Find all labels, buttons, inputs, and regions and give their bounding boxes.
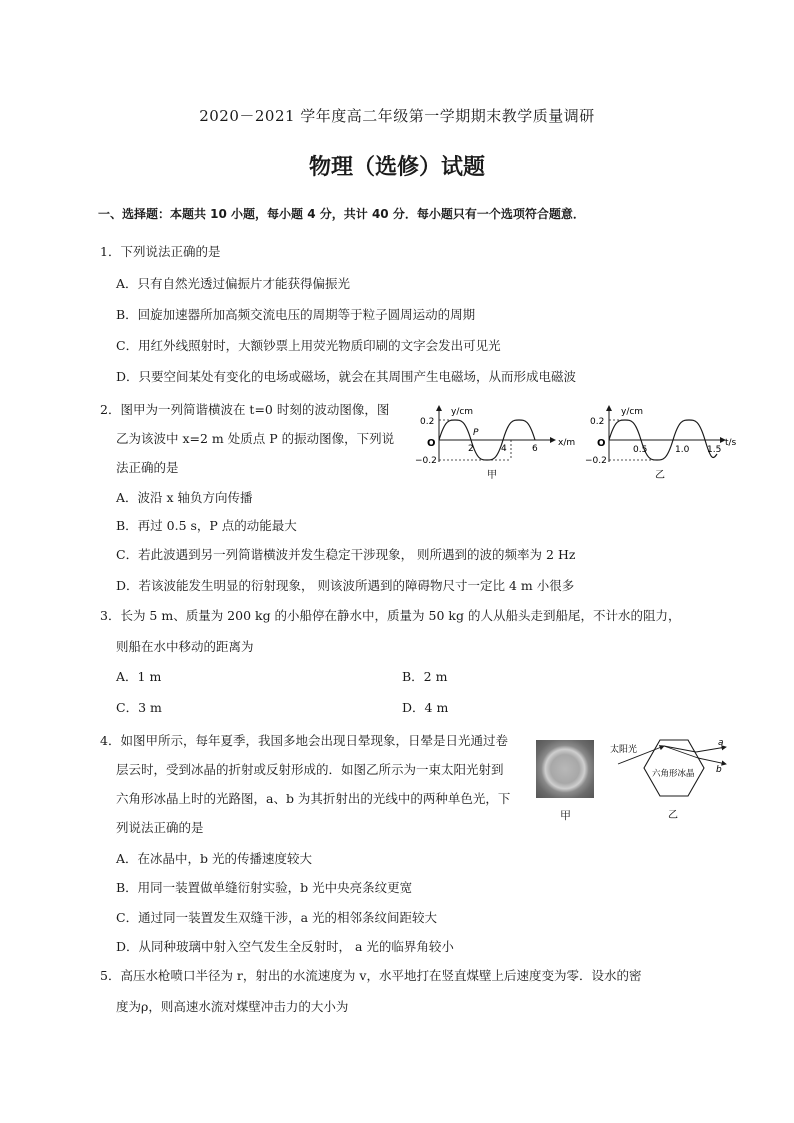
jia-ytick-bottom: −0.2: [415, 456, 437, 466]
q2-option-b: B．再过 0.5 s，P 点的动能最大: [116, 518, 297, 533]
section-heading: 一、选择题：本题共 10 小题，每小题 4 分，共计 40 分．每小题只有一个选项符合题意．: [98, 207, 585, 221]
q3-option-a: A．1 m: [116, 669, 162, 684]
yi-caption: 乙: [655, 470, 665, 481]
yi-xtick-15: 1.5: [707, 445, 722, 455]
q3-option-c: C．3 m: [116, 700, 162, 715]
jia-point-p: P: [473, 428, 479, 438]
q2-option-d: D．若该波能发生明显的衍射现象， 则该波所遇到的障碍物尺寸一定比 4 m 小很多: [116, 578, 575, 593]
q2-stem-line3: 法正确的是: [116, 460, 179, 475]
yi-xtick-10: 1.0: [675, 445, 690, 455]
q4-option-a: A．在冰晶中，b 光的传播速度较大: [116, 851, 313, 866]
crystal-label: 六角形冰晶: [652, 769, 695, 779]
q4-fig-yi-caption: 乙: [668, 810, 678, 821]
q3-option-b: B．2 m: [402, 669, 448, 684]
exam-header: 2020－2021 学年度高二年级第一学期期末教学质量调研: [199, 107, 595, 125]
q4-stem-line3: 六角形冰晶上时的光路图，a、b 为其折射出的光线中的两种单色光，下: [116, 791, 511, 806]
jia-origin: O: [427, 438, 436, 449]
yi-xlabel: t/s: [725, 438, 737, 448]
ice-crystal-diagram: [608, 730, 738, 830]
q4-option-b: B．用同一装置做单缝衍射实验，b 光中央亮条纹更宽: [116, 880, 413, 895]
jia-xtick-6: 6: [532, 444, 538, 454]
sunlight-label: 太阳光: [610, 745, 638, 755]
exam-title: 物理（选修）试题: [308, 155, 485, 180]
q4-stem-line2: 层云时，受到冰晶的折射或反射形成的．如图乙所示为一束太阳光射到: [116, 762, 504, 777]
jia-ylabel: y/cm: [451, 407, 474, 417]
jia-xlabel: x/m: [558, 438, 575, 448]
q2-stem-line1: 2．图甲为一列简谐横波在 t=0 时刻的波动图像，图: [100, 402, 390, 417]
q1-option-c: C．用红外线照射时，大额钞票上用荧光物质印刷的文字会发出可见光: [116, 338, 501, 353]
q5-stem-line2: 度为ρ，则高速水流对煤壁冲击力的大小为: [116, 999, 349, 1014]
wave-graph-jia: [415, 402, 575, 482]
jia-caption: 甲: [487, 470, 497, 481]
q4-option-d: D．从同种玻璃中射入空气发生全反射时， a 光的临界角较小: [116, 939, 454, 954]
ray-b-label: b: [716, 765, 722, 775]
q4-stem-line4: 列说法正确的是: [116, 820, 204, 835]
q2-option-c: C．若此波遇到另一列简谐横波并发生稳定干涉现象， 则所遇到的波的频率为 2 Hz: [116, 547, 576, 562]
ray-a-label: a: [718, 738, 724, 748]
yi-origin: O: [597, 438, 606, 449]
jia-ytick-top: 0.2: [420, 417, 435, 427]
yi-xtick-05: 0.5: [633, 445, 648, 455]
jia-xtick-2: 2: [468, 444, 474, 454]
q4-fig-jia-caption: 甲: [560, 809, 571, 822]
q2-stem-line2: 乙为该波中 x=2 m 处质点 P 的振动图像，下列说: [116, 431, 395, 446]
vibration-graph-yi: [585, 402, 745, 482]
q4-option-c: C．通过同一装置发生双缝干涉，a 光的相邻条纹间距较大: [116, 910, 437, 925]
q1-option-a: A．只有自然光透过偏振片才能获得偏振光: [116, 276, 351, 291]
q3-option-d: D．4 m: [402, 700, 449, 715]
jia-xtick-4: 4: [501, 444, 507, 454]
q1-option-d: D．只要空间某处有变化的电场或磁场，就会在其周围产生电磁场，从而形成电磁波: [116, 369, 577, 384]
yi-ytick-bottom: −0.2: [585, 456, 607, 466]
q3-stem-line1: 3．长为 5 m、质量为 200 kg 的小船停在静水中，质量为 50 kg 的人从船头走到船尾，不计水的阻力，: [100, 608, 681, 623]
yi-ytick-top: 0.2: [590, 417, 605, 427]
q3-stem-line2: 则船在水中移动的距离为: [116, 639, 254, 654]
q4-stem-line1: 4．如图甲所示，每年夏季，我国多地会出现日晕现象，日晕是日光通过卷: [100, 733, 508, 748]
yi-ylabel: y/cm: [621, 407, 644, 417]
q1-stem: 1．下列说法正确的是: [100, 244, 221, 259]
q1-option-b: B．回旋加速器所加高频交流电压的周期等于粒子圆周运动的周期: [116, 307, 476, 322]
q5-stem-line1: 5．高压水枪喷口半径为 r，射出的水流速度为 v，水平地打在竖直煤壁上后速度变为零．设水的密: [100, 968, 642, 983]
q2-option-a: A．波沿 x 轴负方向传播: [116, 490, 253, 505]
sun-halo-photo: [536, 740, 594, 798]
